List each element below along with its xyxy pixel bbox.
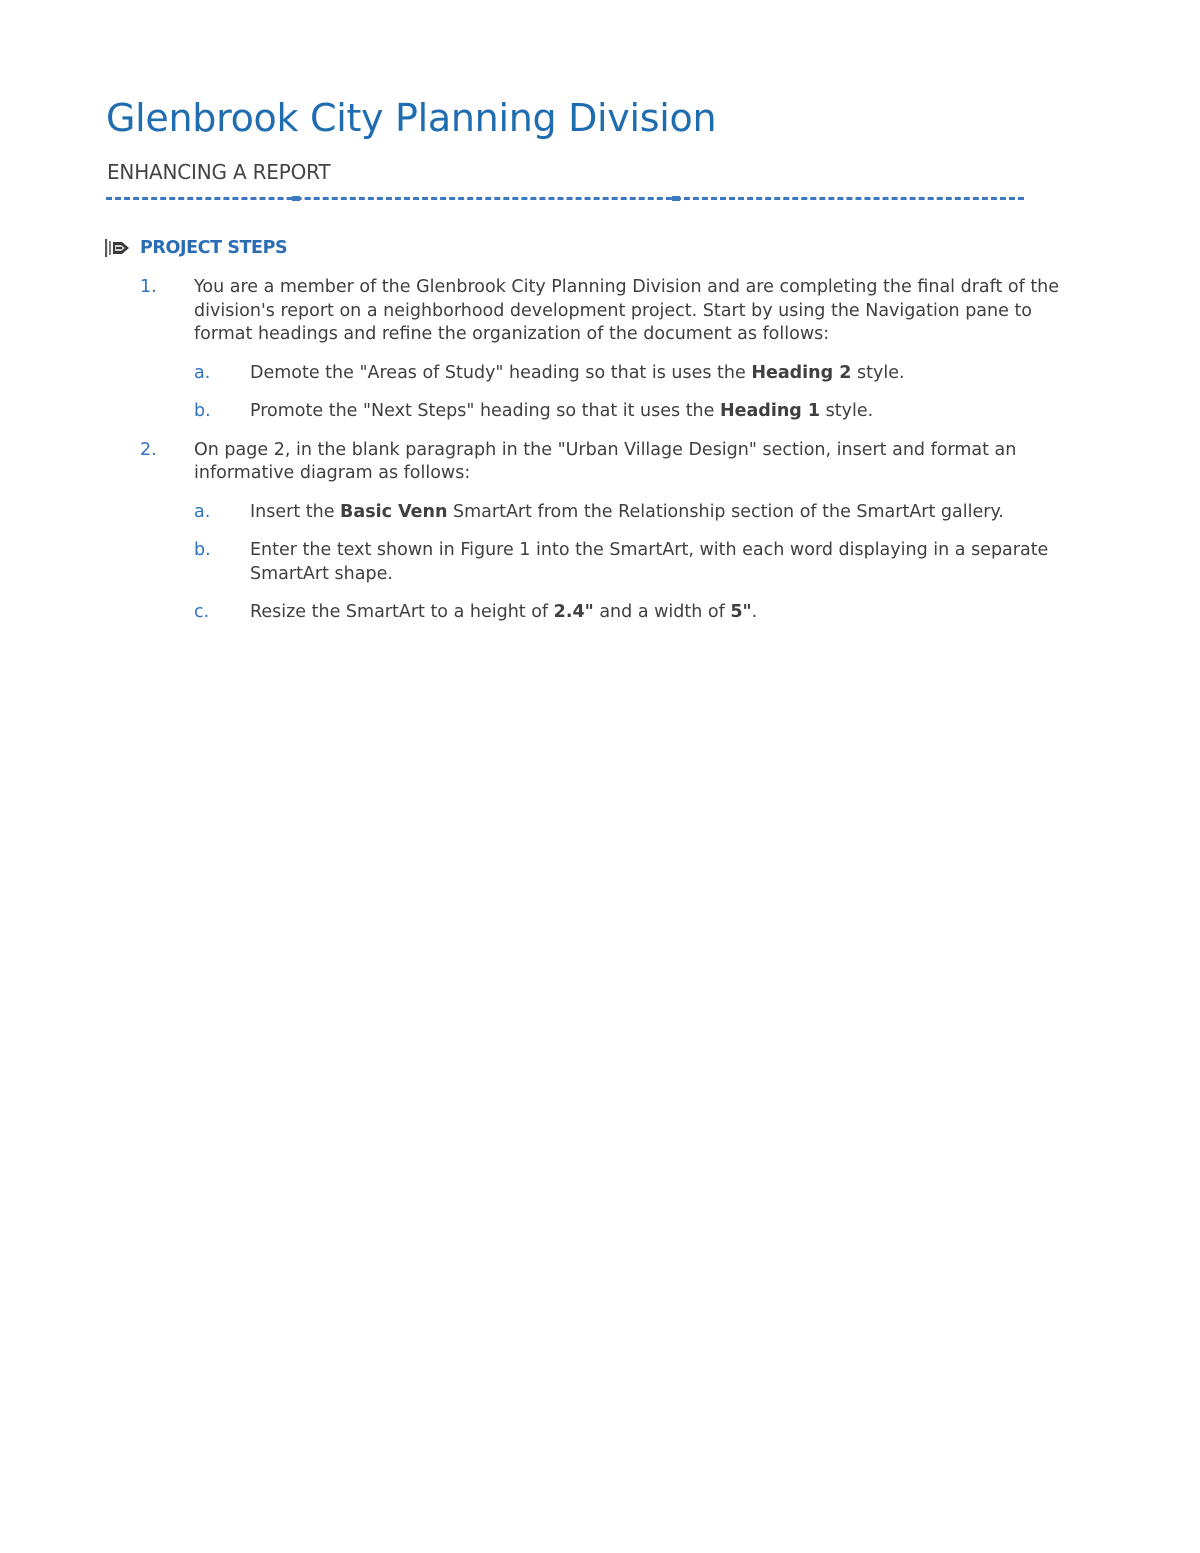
substep-item	[194, 400, 1080, 424]
substep-letter: c.	[194, 602, 210, 622]
step-number: 2.	[140, 439, 157, 460]
substep-letter: b.	[194, 540, 211, 560]
step-number: 1.	[140, 277, 157, 297]
substep-letter: a.	[194, 362, 211, 383]
substep-letter: a.	[194, 501, 211, 522]
page-subtitle: ENHANCING A REPORT	[107, 160, 331, 184]
substep-list	[194, 362, 1080, 424]
substep-text: Promote the "Next Steps" heading so that it uses the Heading 1 style.	[250, 401, 874, 421]
step-item	[140, 276, 1080, 424]
step-item	[140, 439, 1080, 625]
section-header-label: PROJECT STEPS	[140, 238, 288, 258]
title-divider	[106, 197, 1024, 200]
substep-text: Demote the "Areas of Study" heading so that is uses the Heading 2 style.	[250, 362, 905, 383]
substep-item	[194, 501, 1080, 525]
divider-marker	[292, 196, 300, 201]
substep-item	[194, 601, 1080, 625]
substep-text: Enter the text shown in Figure 1 into the SmartArt, with each word displaying in a separate SmartArt shape.	[250, 540, 1049, 584]
step-text: You are a member of the Glenbrook City Planning Division and are completing the final draft of the division's report on a neighborhood development project. Start by using the Navigation pane to format headings and refine the organization of the document as follows:	[194, 277, 1060, 344]
project-steps-header	[104, 237, 287, 259]
substep-item	[194, 539, 1080, 586]
substep-letter: b.	[194, 401, 211, 421]
divider-marker	[672, 196, 680, 201]
step-text: On page 2, in the blank paragraph in the "Urban Village Design" section, insert and format an informative diagram as follows:	[194, 439, 1017, 483]
pencil-icon	[104, 237, 130, 259]
substep-list	[194, 501, 1080, 625]
steps-list	[140, 276, 1080, 640]
page-title: Glenbrook City Planning Division	[106, 96, 717, 140]
substep-item	[194, 362, 1080, 386]
substep-text: Resize the SmartArt to a height of 2.4" and a width of 5".	[250, 602, 758, 622]
substep-text: Insert the Basic Venn SmartArt from the Relationship section of the SmartArt gallery.	[250, 501, 1004, 522]
